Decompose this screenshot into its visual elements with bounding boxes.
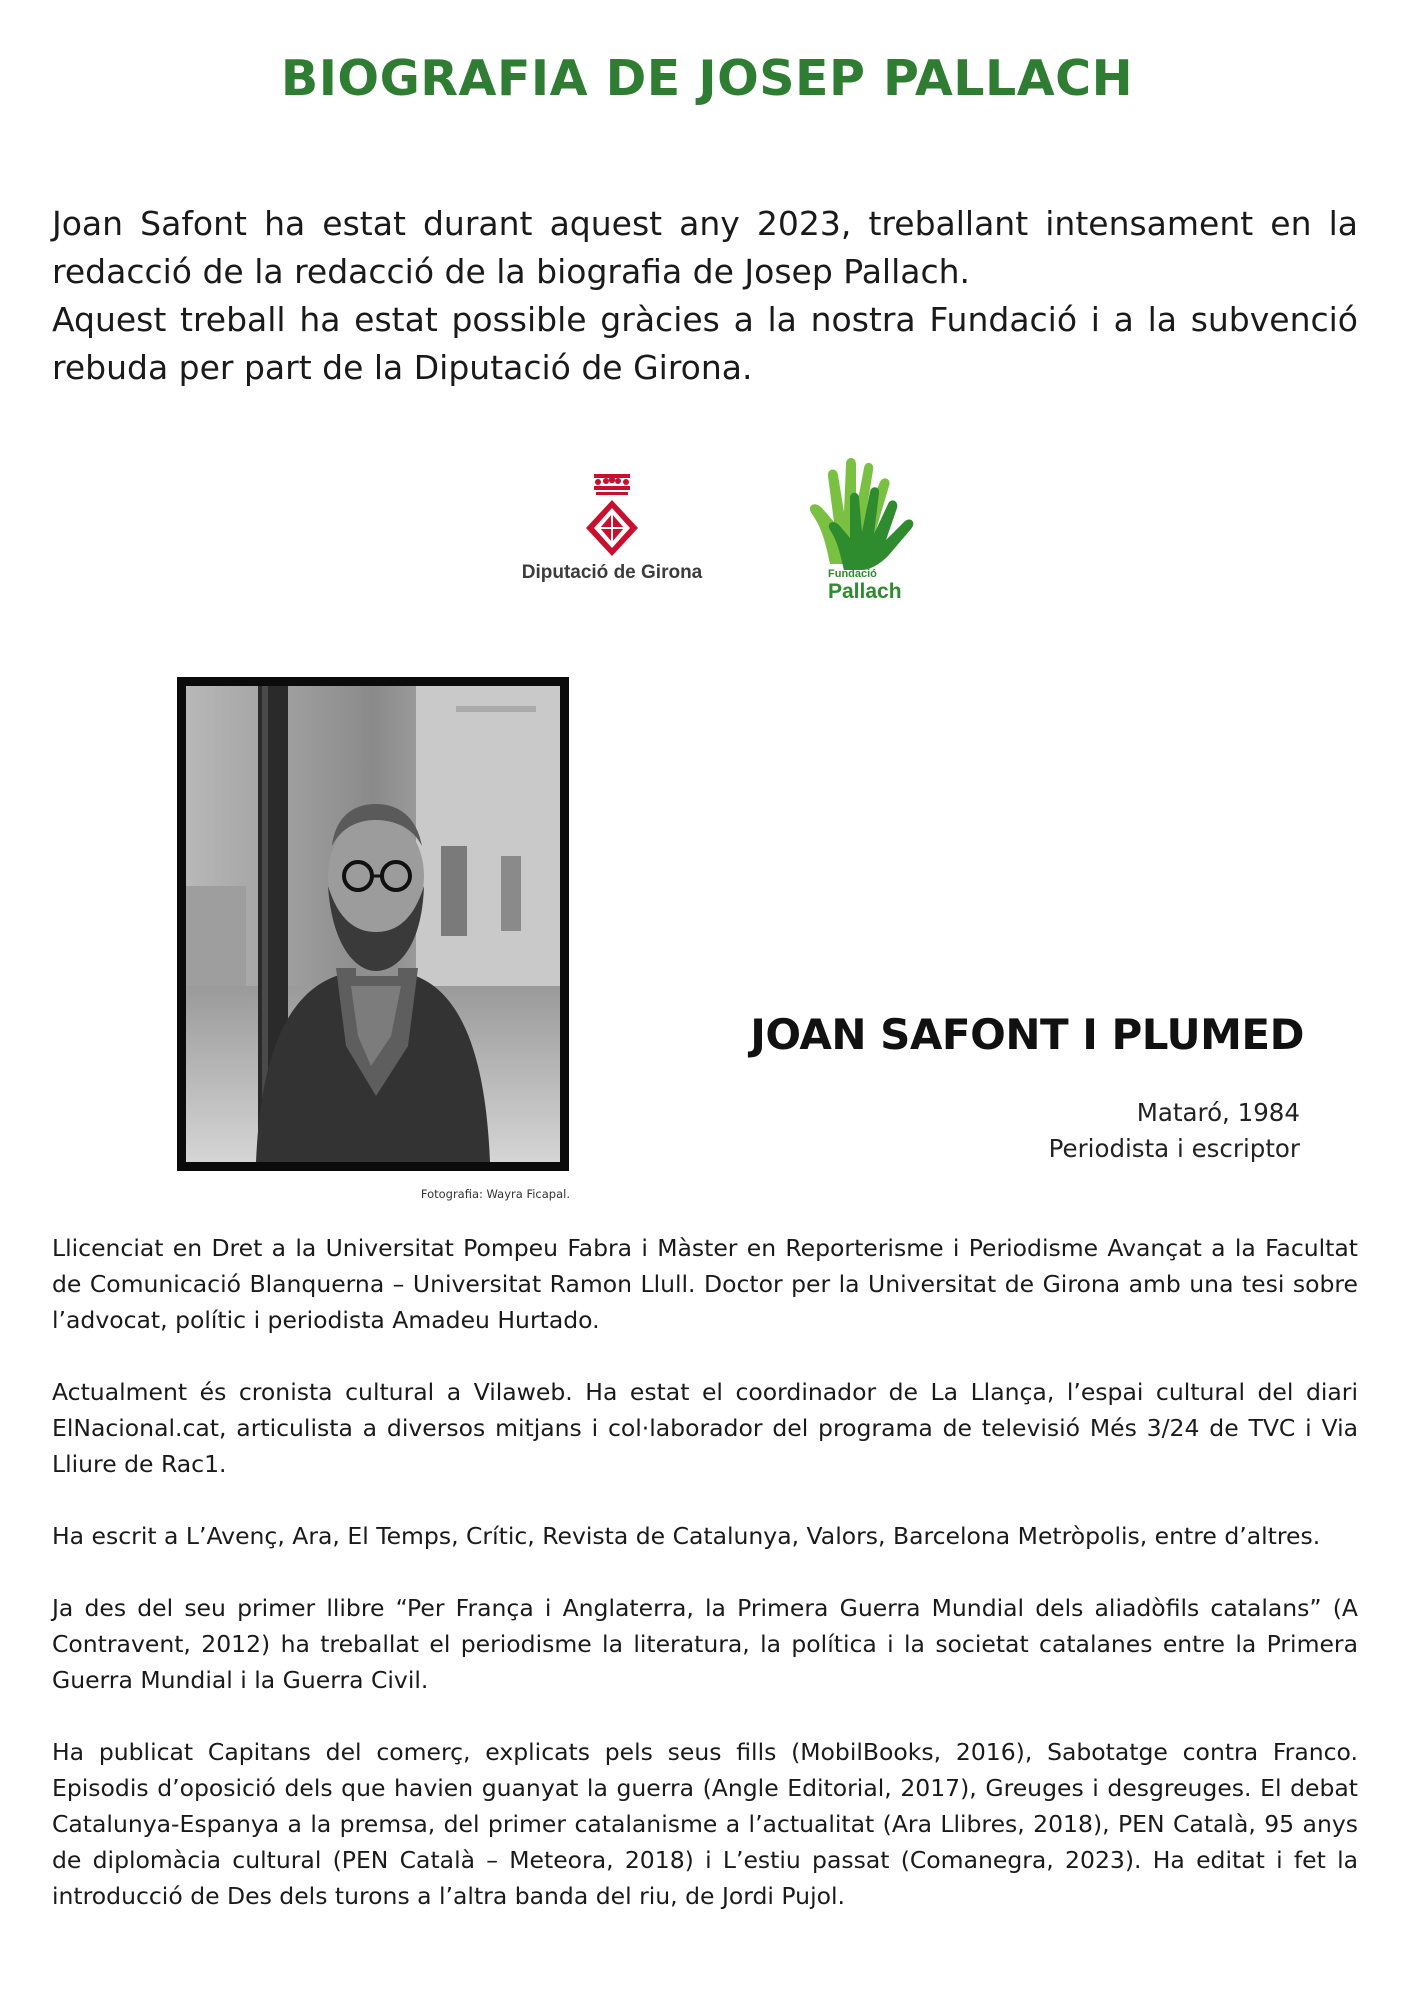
author-birth: Mataró, 1984 <box>1136 1098 1300 1127</box>
author-meta <box>800 1095 1300 1167</box>
photo-credit: Fotografia: Wayra Ficapal. <box>420 1187 570 1201</box>
diputacio-crest-icon <box>582 474 642 558</box>
portrait-image <box>186 686 560 1162</box>
author-name: JOAN SAFONT I PLUMED <box>750 1010 1304 1059</box>
intro-text <box>52 200 1358 392</box>
fundacio-pallach-logo <box>800 452 930 612</box>
intro-paragraph-2: Aquest treball ha estat possible gràcies a la nostra Fundació i a la subvenció rebuda per part de la Diputació de Girona. <box>52 300 1358 387</box>
bio-paragraph-2: Actualment és cronista cultural a Vilaweb. Ha estat el coordinador de La Llança, l’espai cultural del diari ElNacional.cat, articulista a diversos mitjans i col·laborador del programa de televisió Més 3/24 de TVC i Via Lliure de Rac1. <box>52 1378 1358 1478</box>
page-title: BIOGRAFIA DE JOSEP PALLACH <box>280 50 1134 107</box>
author-photo <box>177 677 569 1171</box>
pallach-label: Pallach <box>828 580 902 603</box>
intro-paragraph-1: Joan Safont ha estat durant aquest any 2023, treballant intensament en la redacció de la redacció de la biografia de Josep Pallach. <box>52 204 1358 291</box>
bio-paragraph-3: Ha escrit a L’Avenç, Ara, El Temps, Crític, Revista de Catalunya, Valors, Barcelona Metròpolis, entre d’altres. <box>52 1522 1321 1550</box>
bio-paragraph-5: Ha publicat Capitans del comerç, explicats pels seus fills (MobilBooks, 2016), Sabotatge contra Franco. Episodis d’oposició dels que havien guanyat la guerra (Angle Editorial, 2017), Greuges i desgreuges. El debat Catalunya-Espanya a la premsa, del primer catalanisme a l’actualitat (Ara Llibres, 2018), PEN Català, 95 anys de diplomàcia cultural (PEN Català – Meteora, 2018) i L’estiu passat (Comanegra, 2023). Ha editat i fet la introducció de Des dels turons a l’altra banda del riu, de Jordi Pujol. <box>52 1738 1358 1910</box>
fundacio-label: Fundació <box>828 568 877 580</box>
diputacio-girona-logo <box>512 474 712 594</box>
author-profession: Periodista i escriptor <box>1048 1134 1300 1163</box>
bio-paragraph-1: Llicenciat en Dret a la Universitat Pompeu Fabra i Màster en Reporterisme i Periodisme Avançat a la Facultat de Comunicació Blanquerna – Universitat Ramon Llull. Doctor per la Universitat de Girona amb una tesi sobre l’advocat, polític i periodista Amadeu Hurtado. <box>52 1234 1358 1334</box>
biography-text <box>52 1230 1358 1950</box>
hands-icon <box>800 452 930 572</box>
diputacio-name: Diputació de Girona <box>521 562 703 583</box>
bio-paragraph-4: Ja des del seu primer llibre “Per França i Anglaterra, la Primera Guerra Mundial dels aliadòfils catalans” (A Contravent, 2012) ha treballat el periodisme la literatura, la política i la societat catalanes entre la Primera Guerra Mundial i la Guerra Civil. <box>52 1594 1358 1694</box>
